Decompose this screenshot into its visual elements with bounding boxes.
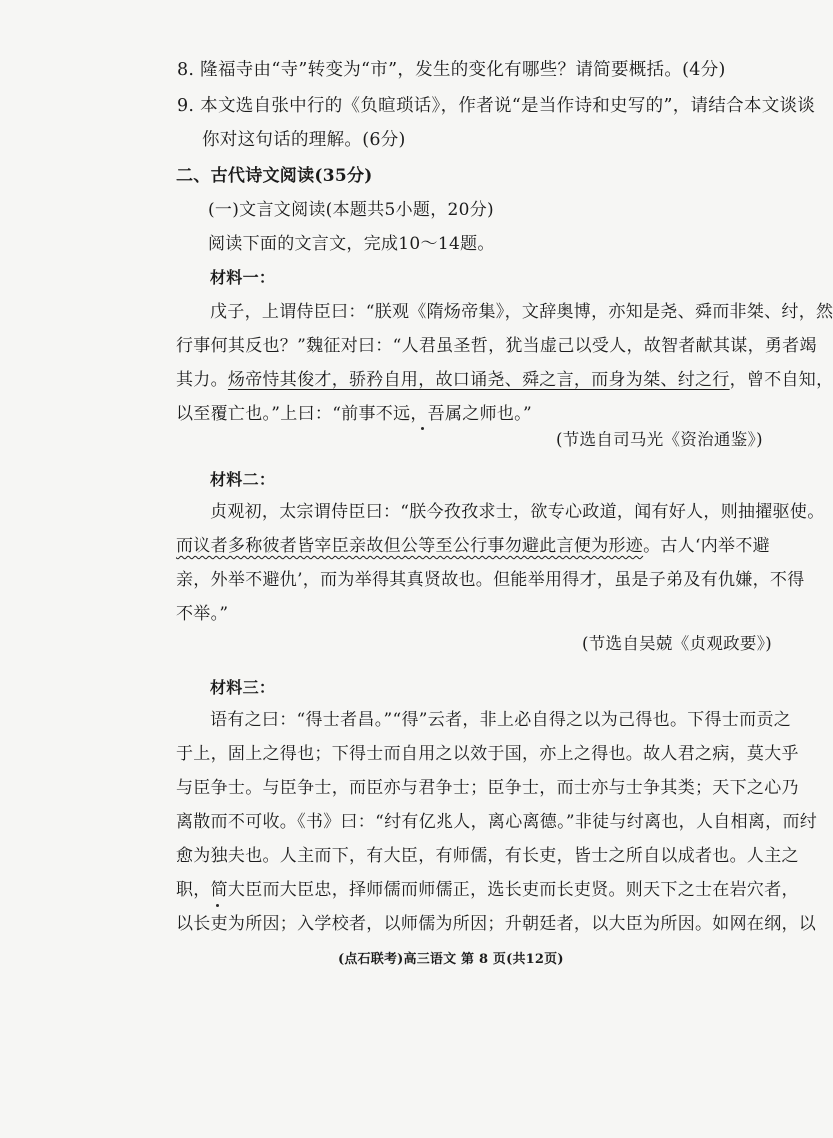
material-2-line-3: 亲，外举不避仇’，而为举得其真贤故也。但能举用得才，虽是子弟及有仇嫌，不得 bbox=[176, 570, 805, 590]
material-1-line-3 bbox=[176, 368, 833, 392]
material-2-line-4: 不举。” bbox=[176, 604, 229, 624]
material-3-line-7: 以长吏为所因；入学校者，以师儒为所因；升朝廷者，以大臣为所因。如网在纲，以 bbox=[176, 914, 817, 934]
material-2-header: 材料二： bbox=[210, 470, 276, 489]
emphasis-dot bbox=[421, 427, 424, 430]
material-1-line-2: 行事何其反也？”魏征对曰：“人君虽圣哲，犹当虚己以受人，故智者献其谋，勇者竭 bbox=[176, 336, 817, 356]
material-2-line-2-end: 。古人‘内举不避 bbox=[643, 536, 770, 556]
material-2-source: (节选自吴兢《贞观政要》) bbox=[582, 634, 773, 653]
material-2-line-1: 贞观初，太宗谓侍臣曰：“朕今孜孜求士，欲专心政道，闻有好人，则抽擢驱使。 bbox=[210, 502, 825, 522]
material-3-header: 材料三： bbox=[210, 678, 276, 697]
material-3-line-3: 与臣争士。与臣争士，而臣亦与君争士；臣争士，而士亦与士争其类；天下之心乃 bbox=[176, 778, 799, 798]
material-3-line-5: 愈为独夫也。人主而下，有大臣，有师儒，有长吏，皆士之所自以成者也。人主之 bbox=[176, 846, 799, 866]
section-title: 二、古代诗文阅读(35分) bbox=[176, 166, 373, 186]
material-2-line-2 bbox=[176, 534, 770, 558]
question-9-line-2: 你对这句话的理解。(6分) bbox=[202, 130, 406, 150]
section-subtitle: (一)文言文阅读(本题共5小题，20分) bbox=[208, 200, 494, 220]
material-1-header: 材料一： bbox=[210, 268, 276, 287]
material-1-line-4: 以至覆亡也。”上曰：“前事不远，吾属之师也。” bbox=[176, 404, 532, 424]
question-8: 8. 隆福寺由“寺”转变为“市”，发生的变化有哪些？请简要概括。(4分) bbox=[177, 60, 726, 80]
material-1-underlined-sentence: 炀帝恃其俊才，骄矜自用，故口诵尧、舜之言，而身为桀、纣之行 bbox=[227, 370, 730, 390]
material-3-line-2: 于上，固上之得也；下得士而自用之以效于国，亦上之得也。故人君之病，莫大乎 bbox=[176, 744, 799, 764]
material-3-line-4: 离散而不可收。《书》曰：“纣有亿兆人，离心离德。”非徒与纣离也，人自相离，而纣 bbox=[176, 812, 818, 832]
page-footer: (点石联考)高三语文 第 8 页(共12页) bbox=[338, 952, 564, 967]
question-9-line-1: 9. 本文选自张中行的《负暄琐话》，作者说“是当作诗和史写的”，请结合本文谈谈 bbox=[177, 96, 816, 116]
emphasis-dot bbox=[216, 904, 219, 907]
material-3-line-6: 职，简大臣而大臣忠，择师儒而师儒正，选长吏而长吏贤。则天下之士在岩穴者， bbox=[176, 880, 799, 900]
material-2-wavy-sentence: 而议者多称彼者皆宰臣亲故但公等至公行事勿避此言便为形迹 bbox=[176, 536, 644, 556]
material-3-line-1: 语有之曰：“得士者昌。”“得”云者，非上必自得之以为己得也。下得士而贡之 bbox=[210, 710, 792, 730]
section-instruction: 阅读下面的文言文，完成10～14题。 bbox=[208, 234, 495, 254]
material-1-line-3-start: 其力。 bbox=[176, 370, 228, 390]
material-1-line-1: 戊子，上谓侍臣曰：“朕观《隋炀帝集》，文辞奥博，亦知是尧、舜而非桀、纣，然 bbox=[210, 302, 833, 322]
material-1-source: (节选自司马光《资治通鉴》) bbox=[556, 430, 763, 449]
material-1-line-3-end: ，曾不自知， bbox=[729, 370, 833, 390]
